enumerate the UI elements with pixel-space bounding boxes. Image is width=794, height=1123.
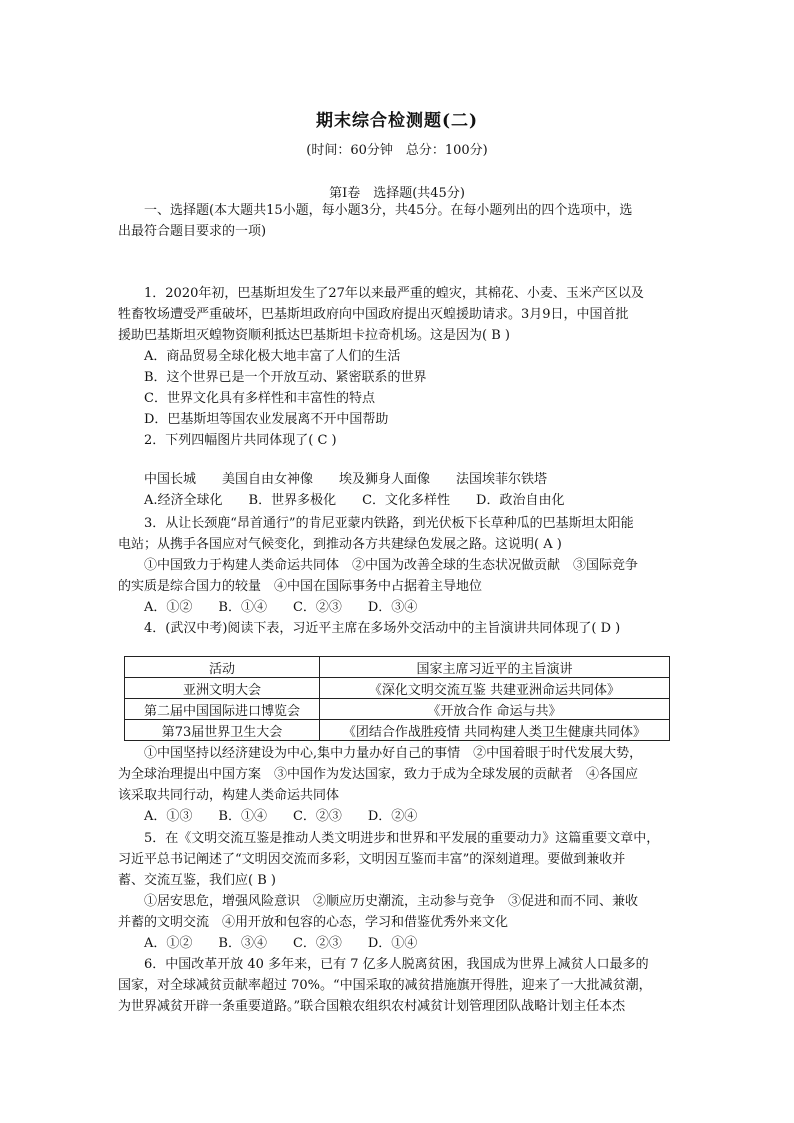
question-stem: 3．从让长颈鹿“昂首通行”的肯尼亚蒙内铁路，到光伏板下长草种瓜的巴基斯坦太阳能 — [144, 516, 634, 531]
table-header-row — [125, 657, 670, 678]
table-cell: 第二届中国国际进口博览会 — [125, 699, 320, 720]
answer-option: A．商品贸易全球化极大地丰富了人们的生活 — [144, 349, 401, 364]
table-cell: 亚洲文明大会 — [125, 678, 320, 699]
question-stem: 5．在《文明交流互鉴是推动人类文明进步和世界和平发展的重要动力》这篇重要文章中， — [144, 831, 660, 846]
answer-options: A.经济全球化 B．世界多极化 C．文化多样性 D．政治自由化 — [144, 493, 565, 508]
question-stem: 援助巴基斯坦灭蝗物资顺利抵达巴基斯坦卡拉奇机场。这是因为( B ) — [118, 328, 510, 343]
question-3 — [118, 513, 680, 639]
page-title: 期末综合检测题(二) — [315, 111, 479, 131]
image-captions: 中国长城 美国自由女神像 埃及狮身人面像 法国埃菲尔铁塔 — [144, 472, 548, 487]
question-stem: 蓄、交流互鉴，我们应( B ) — [118, 873, 276, 888]
statement-line: ①中国致力于构建人类命运共同体 ②中国为改善全球的生态状况做贡献 ③国际竞争 — [144, 558, 639, 573]
question-stem: 习近平总书记阐述了“文明因交流而多彩，文明因互鉴而丰富”的深刻道理。要做到兼收并 — [118, 852, 626, 867]
instruction-line: 一、选择题(本大题共15小题，每小题3分，共45分。在每小题列出的四个选项中，选 — [144, 203, 633, 218]
statement-line: 该采取共同行动，构建人类命运共同体 — [118, 788, 340, 803]
statement-line: ①居安思危，增强风险意识 ②顺应历史潮流，主动参与竞争 ③促进和而不同、兼收 — [144, 894, 639, 909]
instruction-line: 出最符合题目要求的一项) — [118, 224, 267, 239]
question-6 — [118, 954, 680, 1017]
table-row — [125, 720, 670, 741]
statement-line: 为全球治理提出中国方案 ③中国作为发达国家，致力于成为全球发展的贡献者 ④各国应 — [118, 767, 639, 782]
question-5 — [118, 828, 680, 954]
question-stem: 2．下列四幅图片共同体现了( C ) — [144, 433, 337, 448]
answer-option: D．巴基斯坦等国农业发展离不开中国帮助 — [144, 412, 389, 427]
question-stem: 1．2020年初，巴基斯坦发生了27年以来最严重的蝗灾，其棉花、小麦、玉米产区以及 — [144, 286, 644, 301]
answer-options: A．①② B．③④ C．②③ D．①④ — [144, 936, 418, 951]
table-header-cell: 活动 — [125, 657, 320, 678]
section-heading: 第Ⅰ卷 选择题(共45分) — [329, 186, 465, 201]
table-cell: 《开放合作 命运与共》 — [320, 699, 670, 720]
answer-option: C．世界文化具有多样性和丰富性的特点 — [144, 391, 375, 406]
table-row — [125, 678, 670, 699]
answer-options: A．①② B．①④ C．②③ D．③④ — [144, 600, 418, 615]
question-2 — [118, 469, 680, 511]
question-1 — [118, 283, 680, 451]
question-stem: 4．(武汉中考)阅读下表，习近平主席在多场外交活动中的主旨演讲共同体现了( D ) — [144, 621, 621, 636]
answer-options: A．①③ B．①④ C．②③ D．②④ — [144, 809, 418, 824]
table-cell: 第73届世界卫生大会 — [125, 720, 320, 741]
question-stem: 为世界减贫开辟一条重要道路。”联合国粮农组织农村减贫计划管理团队战略计划主任本杰 — [118, 999, 626, 1014]
question-4-statements — [118, 743, 680, 827]
question-stem: 6．中国改革开放 40 多年来，已有 7 亿多人脱离贫困，我国成为世界上减贫人口最多的 — [144, 957, 649, 972]
statement-line: ①中国坚持以经济建设为中心,集中力量办好自己的事情 ②中国着眼于时代发展大势， — [144, 746, 643, 761]
statement-line: 的实质是综合国力的较量 ④中国在国际事务中占据着主导地位 — [118, 579, 483, 594]
exam-time-info: (时间：60分钟 总分：100分) — [306, 143, 488, 158]
table-cell: 《深化文明交流互鉴 共建亚洲命运共同体》 — [320, 678, 670, 699]
statement-line: 并蓄的文明交流 ④用开放和包容的心态，学习和借鉴优秀外来文化 — [118, 915, 509, 930]
instructions — [118, 200, 680, 242]
answer-option: B．这个世界已是一个开放互动、紧密联系的世界 — [144, 370, 427, 385]
question-stem: 国家，对全球减贫贡献率超过 70%。“中国采取的减贫措施旗开得胜，迎来了一大批减贫潮， — [118, 978, 652, 993]
table-cell: 《团结合作战胜疫情 共同构建人类卫生健康共同体》 — [320, 720, 670, 741]
question-stem: 牲畜牧场遭受严重破坏，巴基斯坦政府向中国政府提出灭蝗援助请求。3月9日，中国首批 — [118, 307, 629, 322]
speech-table — [124, 656, 670, 741]
question-stem: 电站；从携手各国应对气候变化，到推动各方共建绿色发展之路。这说明( A ) — [118, 537, 562, 552]
table-header-cell: 国家主席习近平的主旨演讲 — [320, 657, 670, 678]
table-row — [125, 699, 670, 720]
